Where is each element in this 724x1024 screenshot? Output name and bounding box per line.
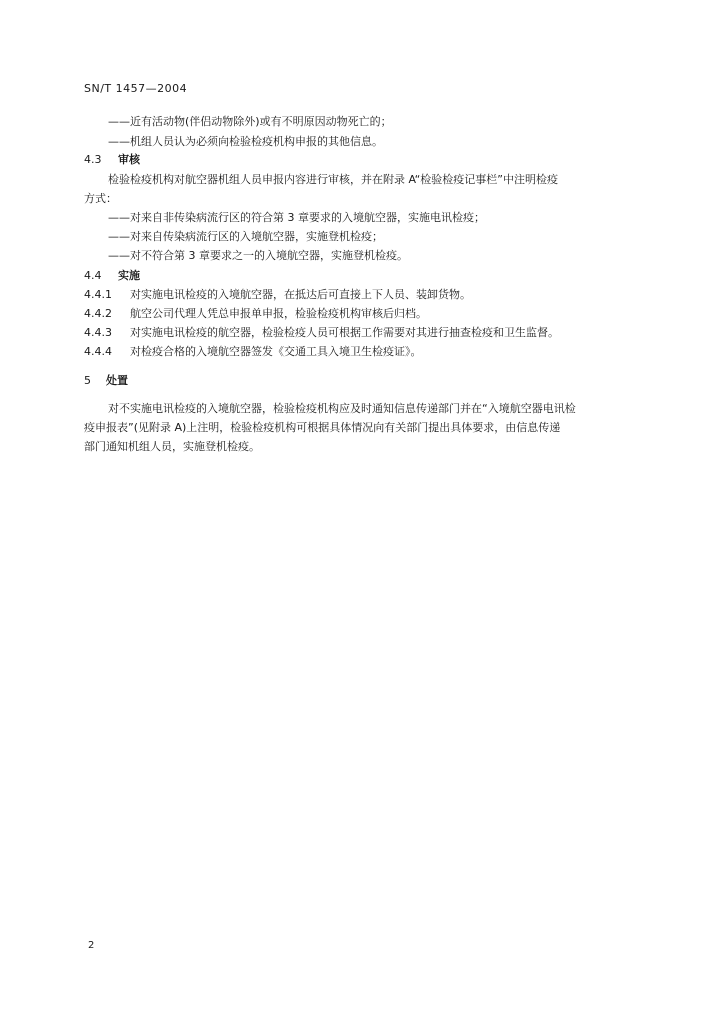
list-item: ——近有活动物(伴侣动物除外)或有不明原因动物死亡的； (108, 115, 392, 128)
subsection-number: 4.4.1 (84, 288, 112, 301)
section-number: 4.3 (84, 153, 102, 166)
paragraph-line: 检验检疫机构对航空器机组人员申报内容进行审核，并在附录 A“检验检疫记事栏”中注明检疫 (108, 173, 558, 186)
page-number: 2 (88, 940, 95, 951)
subsection-number: 4.4.3 (84, 326, 112, 339)
section-heading-5 (84, 373, 128, 389)
paragraph-line: 部门通知机组人员，实施登机检疫。 (84, 440, 260, 453)
list-item: ——对不符合第 3 章要求之一的入境航空器，实施登机检疫。 (108, 249, 408, 262)
list-item: ——机组人员认为必须向检验检疫机构申报的其他信息。 (108, 135, 383, 148)
section-title: 审核 (118, 153, 140, 166)
subsection-item (84, 325, 559, 341)
document-code: SN/T 1457—2004 (84, 82, 188, 95)
paragraph-line: 对不实施电讯检疫的入境航空器，检验检疫机构应及时通知信息传递部门并在“入境航空器电讯检 (108, 402, 576, 415)
section-title: 处置 (106, 374, 128, 387)
subsection-number: 4.4.2 (84, 307, 112, 320)
subsection-number: 4.4.4 (84, 345, 112, 358)
subsection-item (84, 306, 427, 322)
subsection-text: 对检疫合格的入境航空器签发《交通工具入境卫生检疫证》。 (130, 345, 422, 358)
section-title: 实施 (118, 269, 140, 282)
subsection-item (84, 287, 471, 303)
section-heading-4-3 (84, 152, 140, 168)
subsection-text: 航空公司代理人凭总申报单申报，检验检疫机构审核后归档。 (130, 307, 427, 320)
section-number: 4.4 (84, 269, 102, 282)
paragraph-line: 方式： (84, 192, 117, 205)
paragraph-line: 疫申报表”(见附录 A)上注明，检验检疫机构可根据具体情况向有关部门提出具体要求，由信息传递 (84, 421, 561, 434)
list-item: ——对来自非传染病流行区的符合第 3 章要求的入境航空器，实施电讯检疫； (108, 211, 485, 224)
section-number: 5 (84, 374, 91, 387)
section-heading-4-4 (84, 268, 140, 284)
subsection-text: 对实施电讯检疫的入境航空器，在抵达后可直接上下人员、装卸货物。 (130, 288, 471, 301)
subsection-text: 对实施电讯检疫的航空器，检验检疫人员可根据工作需要对其进行抽查检疫和卫生监督。 (130, 326, 559, 339)
subsection-item (84, 344, 422, 360)
list-item: ——对来自传染病流行区的入境航空器，实施登机检疫； (108, 230, 383, 243)
